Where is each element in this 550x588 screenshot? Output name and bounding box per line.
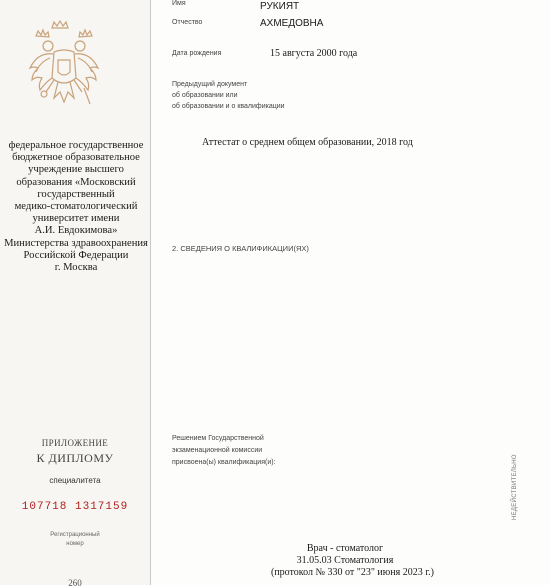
organization-name: [2, 140, 150, 274]
to-diploma-title: К ДИПЛОМУ: [36, 451, 114, 465]
registration-label-line2: номер: [66, 541, 84, 547]
left-panel: [0, 0, 151, 588]
org-line: федеральное государственное: [8, 140, 144, 151]
prev-doc-value: Аттестат о среднем общем образовании, 2018 год: [202, 137, 413, 148]
speciality-label: специалитета: [49, 476, 101, 485]
name-label: Имя: [172, 0, 186, 7]
decision-label-2: экзаменационной комиссии: [172, 447, 263, 454]
prev-doc-label-1: Предыдущий документ: [172, 81, 248, 88]
patronymic-value: АХМЕДОВНА: [260, 18, 324, 29]
dob-label: Дата рождения: [172, 50, 222, 57]
org-line: А.И. Евдокимова»: [34, 225, 118, 237]
prev-doc-label-3: об образовании и о квалификации: [172, 103, 285, 110]
qualification-code: 31.05.03 Стоматология: [296, 555, 394, 566]
coat-of-arms-icon: [24, 18, 104, 114]
org-line: Российской Федерации: [23, 249, 129, 261]
vertical-void-mark: НЕДЕЙСТВИТЕЛЬНО: [512, 454, 518, 520]
appendix-title: ПРИЛОЖЕНИЕ: [41, 438, 109, 448]
decision-label-3: присвоена(ы) квалификация(и):: [172, 459, 276, 466]
page-number: 260: [68, 578, 82, 588]
registration-label-line1: Регистрационный: [50, 532, 100, 538]
registration-label: [0, 531, 150, 549]
serial-number: 107718 1317159: [21, 501, 129, 513]
org-line: учреждение высшего: [28, 164, 124, 176]
org-line: г. Москва: [54, 262, 98, 274]
prev-doc-label-2: об образовании или: [172, 92, 238, 99]
org-line: Министерства здравоохранения: [4, 237, 148, 249]
org-line: университет имени: [32, 213, 120, 225]
name-value: РУКИЯТ: [260, 1, 300, 12]
patronymic-label: Отчество: [172, 19, 203, 26]
dob-value: 15 августа 2000 года: [270, 48, 358, 59]
protocol-line: (протокол № 330 от "23" июня 2023 г.): [270, 567, 435, 578]
qualification-title: Врач - стоматолог: [306, 543, 384, 554]
org-line: государственный: [37, 188, 115, 200]
decision-label-1: Решением Государственной: [172, 435, 264, 442]
org-line: бюджетное образовательное: [12, 152, 140, 164]
org-line: медико-стоматологический: [14, 201, 138, 213]
org-line: образования «Московский: [16, 176, 136, 188]
qualification-section-heading: 2. СВЕДЕНИЯ О КВАЛИФИКАЦИИ(ЯХ): [172, 244, 309, 253]
